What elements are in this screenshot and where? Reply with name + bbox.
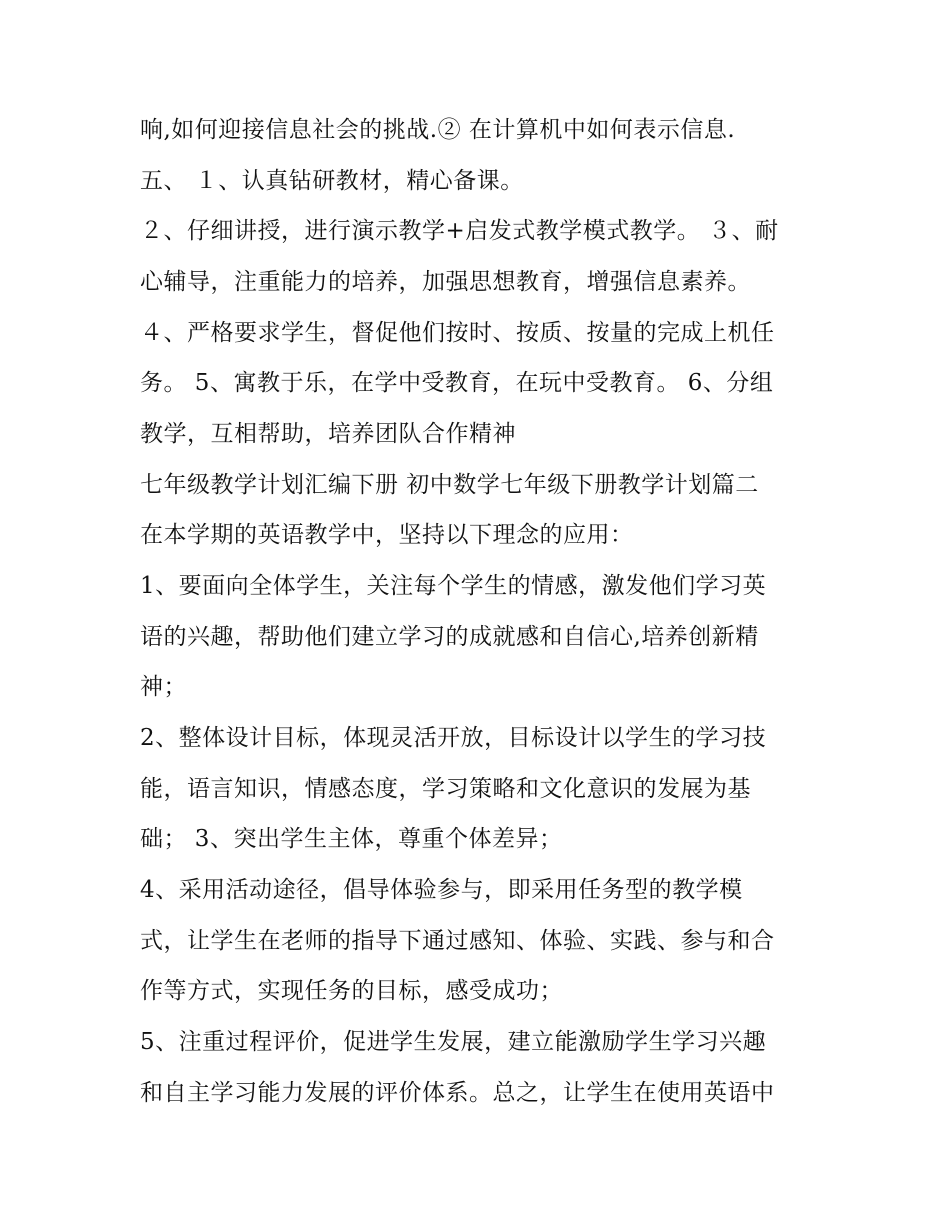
text-line-9: 在本学期的英语教学中，坚持以下理念的应用： xyxy=(140,522,634,548)
text-line-15: 础； 3、突出学生主体，尊重个体差异； xyxy=(140,826,563,852)
text-line-12: 神； xyxy=(140,674,187,700)
text-line-7: 教学，互相帮助，培养团队合作精神 xyxy=(140,421,516,447)
text-line-18: 作等方式，实现任务的目标，感受成功； xyxy=(140,978,563,1004)
text-line-11: 语的兴趣，帮助他们建立学习的成就感和自信心,培养创新精 xyxy=(140,624,759,650)
text-line-8: 七年级教学计划汇编下册 初中数学七年级下册教学计划篇二 xyxy=(140,472,759,498)
text-line-19: 5、注重过程评价，促进学生发展，建立能激励学生学习兴趣 xyxy=(140,1029,767,1055)
text-line-16: 4、采用活动途径，倡导体验参与，即采用任务型的教学模 xyxy=(140,877,743,903)
text-line-17: 式，让学生在老师的指导下通过感知、体验、实践、参与和合 xyxy=(140,928,775,954)
text-line-4: 心辅导，注重能力的培养，加强思想教育，增强信息素养。 xyxy=(140,269,751,295)
text-line-13: 2、整体设计目标，体现灵活开放，目标设计以学生的学习技 xyxy=(140,725,767,751)
text-line-2: 五、 １、认真钻研教材，精心备课。 xyxy=(140,168,524,194)
text-line-20: 和自主学习能力发展的评价体系。总之，让学生在使用英语中 xyxy=(140,1080,775,1106)
text-line-3: ２、仔细讲授，进行演示教学+启发式教学模式教学。 ３、耐 xyxy=(140,218,779,244)
text-line-1: 响,如何迎接信息社会的挑战.② 在计算机中如何表示信息. xyxy=(140,117,736,143)
text-line-14: 能，语言知识，情感态度，学习策略和文化意识的发展为基 xyxy=(140,776,751,802)
text-line-5: ４、严格要求学生，督促他们按时、按质、按量的完成上机任 xyxy=(140,320,775,346)
text-line-10: 1、要面向全体学生，关注每个学生的情感，激发他们学习英 xyxy=(140,573,767,599)
text-line-6: 务。 5、寓教于乐，在学中受教育，在玩中受教育。 6、分组 xyxy=(140,370,774,396)
